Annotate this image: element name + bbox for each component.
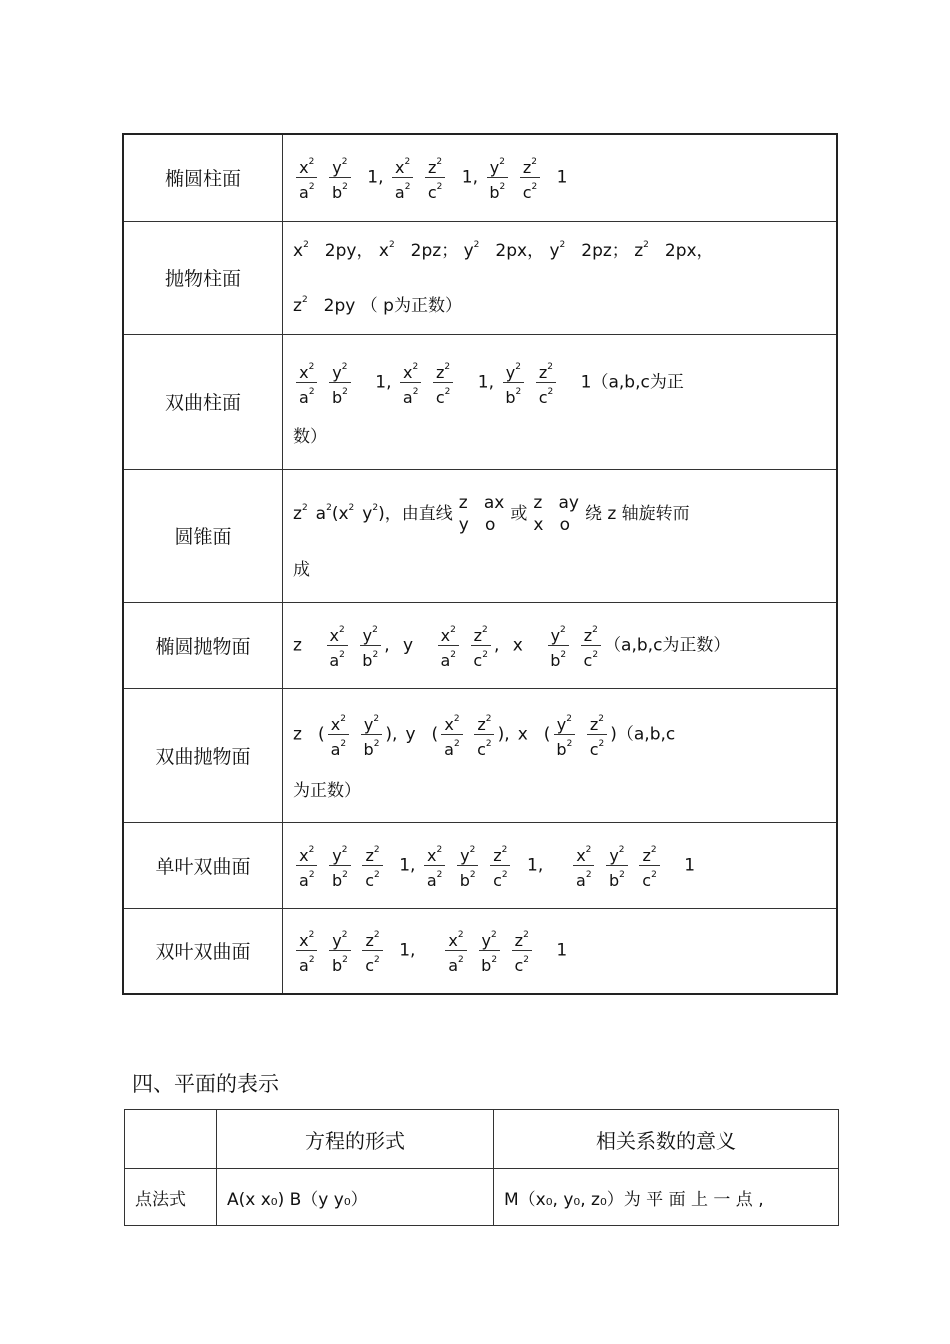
surface-name: 单叶双曲面 [123,822,283,908]
plane-table [124,1109,839,1226]
header-equation-form: 方程的形式 [217,1110,494,1169]
surface-name: 双曲柱面 [123,334,283,469]
row-meaning: M（x₀, y₀, z₀）为 平 面 上 一 点 , [494,1169,839,1226]
surface-equation: $\frac{x^2}{a^2}$ $\frac{y^2}{b^2}$ 1, $\frac{x^2}{a^2}$ $\frac{z^2}{c^2}$ 1, $\frac{y^2}{b^2}$ $\frac{z^2}{c^2}$ 1（a,b,c为正 数） [283,334,838,469]
surface-equation: z ( $\frac{x^2}{a^2}$ $\frac{y^2}{b^2}$ ), y ( $\frac{x^2}{a^2}$ $\frac{z^2}{c^2}$ ), x ( $\frac{y^2}{b^2}$ $\frac{z^2}{c^2}$ )（a,b,c 为正数） [283,688,838,822]
row-label: 点法式 [125,1169,217,1226]
cone-or: 或 [510,504,528,524]
surface-table [122,133,838,995]
parameter-note: p为正数） [383,295,462,316]
row-equation: A(x x₀) B（y y₀） [217,1169,494,1226]
header-blank [125,1110,217,1169]
parameter-note-cont: 数） [293,426,327,447]
surface-name: 圆锥面 [123,469,283,602]
surface-name: 椭圆柱面 [123,134,283,221]
table-row [123,822,837,908]
surface-equation: z $\frac{x^2}{a^2}$ $\frac{y^2}{b^2}$ , y $\frac{x^2}{a^2}$ $\frac{z^2}{c^2}$ , x $\frac{y^2}{b^2}$ $\frac{z^2}{c^2}$ （a,b,c为正数） [283,602,838,688]
surface-equation: $\frac{x^2}{a^2}$ $\frac{y^2}{b^2}$ $\frac{z^2}{c^2}$ 1, $\frac{x^2}{a^2}$ $\frac{y^2}{b^2}$ $\frac{z^2}{c^2}$ 1, $\frac{x^2}{a^2}$ $\frac{y^2}{b^2}$ $\frac{z^2}{c^2}$ 1 [283,822,838,908]
table-row [125,1169,839,1226]
section-heading: 四、平面的表示 [132,1072,279,1096]
surface-equation: $x^2$ 2py， $x^2$ 2pz； $y^2$ 2px， $y^2$ 2pz； $z^2$ 2px， $z^2$ 2py （ p为正数） [283,221,838,334]
table-row [123,469,837,602]
surface-equation: $z^2$ $a^2(x^2$ $y^2$)，由直线 z ax y o 或 z ay x o 绕 z 轴旋转而 成 [283,469,838,602]
header-coefficient-meaning: 相关系数的意义 [494,1110,839,1169]
cone-text-3: 成 [293,560,310,580]
parameter-note-cont: 为正数） [293,781,361,801]
surface-name: 双叶双曲面 [123,908,283,994]
table-row [123,688,837,822]
table-row [123,908,837,994]
surface-name: 抛物柱面 [123,221,283,334]
surface-equation: $\frac{x^2}{a^2}$ $\frac{y^2}{b^2}$ $\frac{z^2}{c^2}$ 1, $\frac{x^2}{a^2}$ $\frac{y^2}{b^2}$ $\frac{z^2}{c^2}$ 1 [283,908,838,994]
parameter-note: （a,b,c为正 [591,372,684,392]
table-row [123,602,837,688]
table-row [123,221,837,334]
surface-equation: $\frac{x^2}{a^2}$ $\frac{y^2}{b^2}$ 1, $\frac{x^2}{a^2}$ $\frac{z^2}{c^2}$ 1, $\frac{y^2}{b^2}$ $\frac{z^2}{c^2}$ 1 [283,134,838,221]
parameter-note: （a,b,c [616,724,676,745]
parameter-note: （a,b,c为正数） [604,635,731,655]
cone-text: ，由直线 [384,504,453,524]
surface-name: 椭圆抛物面 [123,602,283,688]
table-row [123,134,837,221]
surface-name: 双曲抛物面 [123,688,283,822]
table-header-row [125,1110,839,1169]
table-row [123,334,837,469]
cone-text-2: 绕 z 轴旋转而 [584,504,690,524]
